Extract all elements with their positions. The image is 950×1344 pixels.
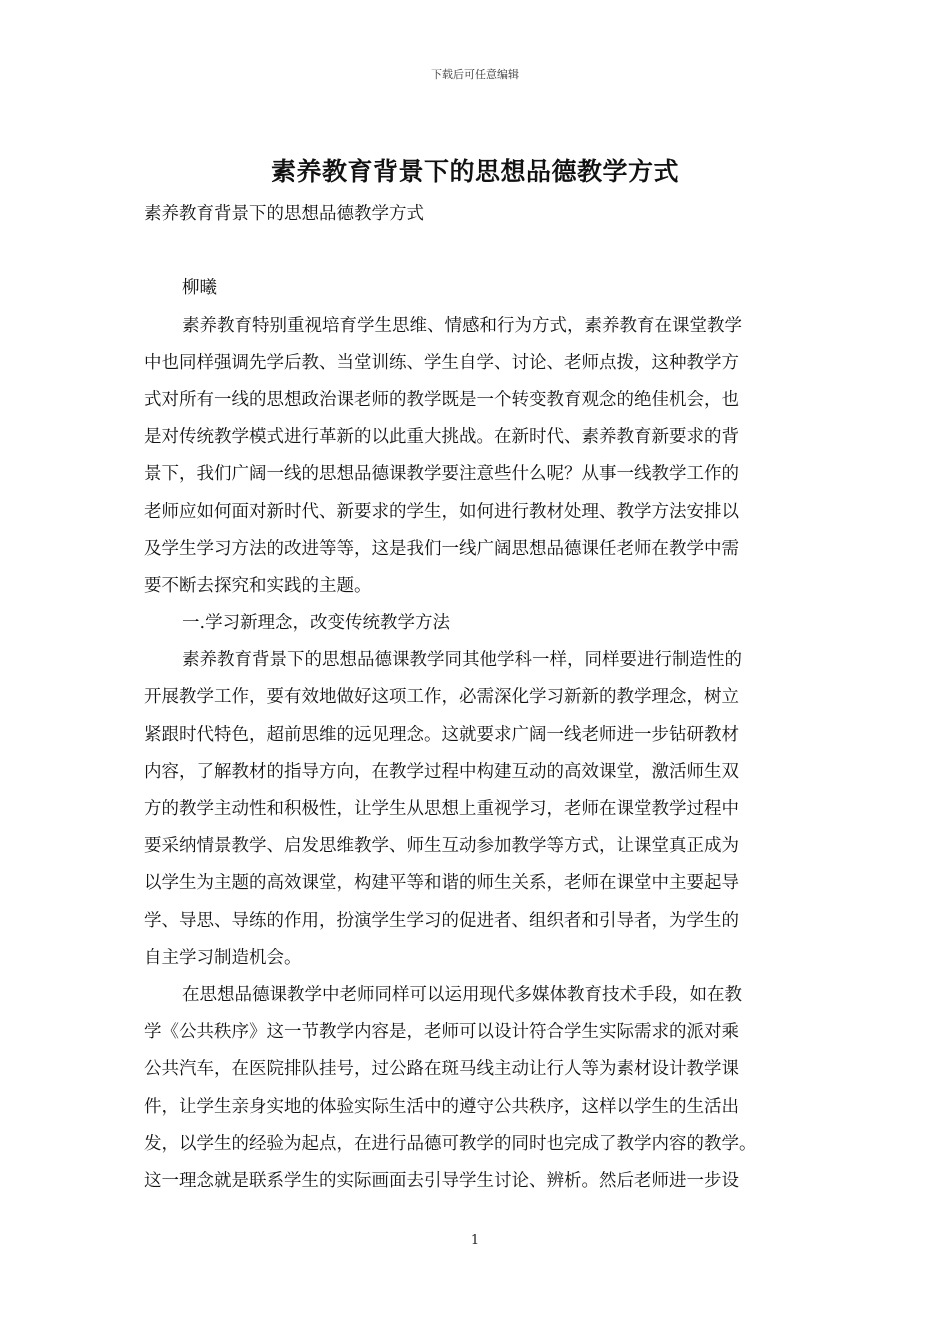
paragraph-line: 这一理念就是联系学生的实际画面去引导学生讨论、辨析。然后老师进一步设 bbox=[144, 1170, 739, 1191]
document-body bbox=[144, 196, 808, 1200]
section-heading: 一.学习新理念，改变传统教学方法 bbox=[182, 613, 451, 634]
paragraph-line: 要不断去探究和实践的主题。 bbox=[144, 575, 372, 596]
paragraph-line: 景下，我们广阔一线的思想品德课教学要注意些什么呢？从事一线教学工作的 bbox=[144, 464, 739, 485]
paragraph-line: 学《公共秩序》这一节教学内容是，老师可以设计符合学生实际需求的派对乘 bbox=[144, 1022, 739, 1043]
paragraph-line: 要采纳情景教学、启发思维教学、师生互动参加教学等方式，让课堂真正成为 bbox=[144, 836, 739, 857]
paragraph-line: 方的教学主动性和积极性，让学生从思想上重视学习，老师在课堂教学过程中 bbox=[144, 799, 739, 819]
document-subtitle: 素养教育背景下的思想品德教学方式 bbox=[144, 204, 424, 224]
paragraph-line: 以学生为主题的高效课堂，构建平等和谐的师生关系，老师在课堂中主要起导 bbox=[144, 873, 739, 894]
header-note: 下载后可任意编辑 bbox=[431, 68, 519, 81]
paragraph-line: 是对传统教学模式进行革新的以此重大挑战。在新时代、素养教育新要求的背 bbox=[144, 427, 739, 448]
paragraph-line: 素养教育背景下的思想品德课教学同其他学科一样，同样要进行制造性的 bbox=[182, 650, 742, 671]
paragraph-line: 及学生学习方法的改进等等，这是我们一线广阔思想品德课任老师在教学中需 bbox=[144, 538, 739, 559]
page-number: 1 bbox=[470, 1233, 480, 1248]
paragraph-line: 公共汽车，在医院排队挂号，过公路在斑马线主动让行人等为素材设计教学课 bbox=[144, 1059, 739, 1080]
paragraph-line: 式对所有一线的思想政治课老师的教学既是一个转变教育观念的绝佳机会，也 bbox=[144, 389, 739, 410]
paragraph-line: 内容，了解教材的指导方向，在教学过程中构建互动的高效课堂，激活师生双 bbox=[144, 761, 739, 782]
document-title: 素养教育背景下的思想品德教学方式 bbox=[270, 157, 679, 186]
paragraph-line: 件，让学生亲身实地的体验实际生活中的遵守公共秩序，这样以学生的生活出 bbox=[144, 1096, 739, 1117]
author-name: 柳曦 bbox=[182, 278, 217, 299]
paragraph-line: 中也同样强调先学后教、当堂训练、学生自学、讨论、老师点拨，这种教学方 bbox=[144, 352, 739, 373]
paragraph-line: 素养教育特别重视培育学生思维、情感和行为方式，素养教育在课堂教学 bbox=[182, 315, 742, 336]
paragraph-line: 自主学习制造机会。 bbox=[144, 947, 302, 968]
paragraph-line: 紧跟时代特色，超前思维的远见理念。这就要求广阔一线老师进一步钻研教材 bbox=[144, 724, 739, 745]
paragraph-line: 在思想品德课教学中老师同样可以运用现代多媒体教育技术手段，如在教 bbox=[182, 984, 742, 1005]
paragraph-line: 开展教学工作，要有效地做好这项工作，必需深化学习新新的教学理念，树立 bbox=[144, 687, 739, 708]
paragraph-line: 发，以学生的经验为起点，在进行品德可教学的同时也完成了教学内容的教学。 bbox=[144, 1133, 757, 1154]
paragraph-line: 老师应如何面对新时代、新要求的学生，如何进行教材处理、教学方法安排以 bbox=[144, 501, 739, 522]
blank-line bbox=[144, 233, 808, 270]
paragraph-line: 学、导思、导练的作用，扮演学生学习的促进者、组织者和引导者，为学生的 bbox=[144, 910, 739, 931]
